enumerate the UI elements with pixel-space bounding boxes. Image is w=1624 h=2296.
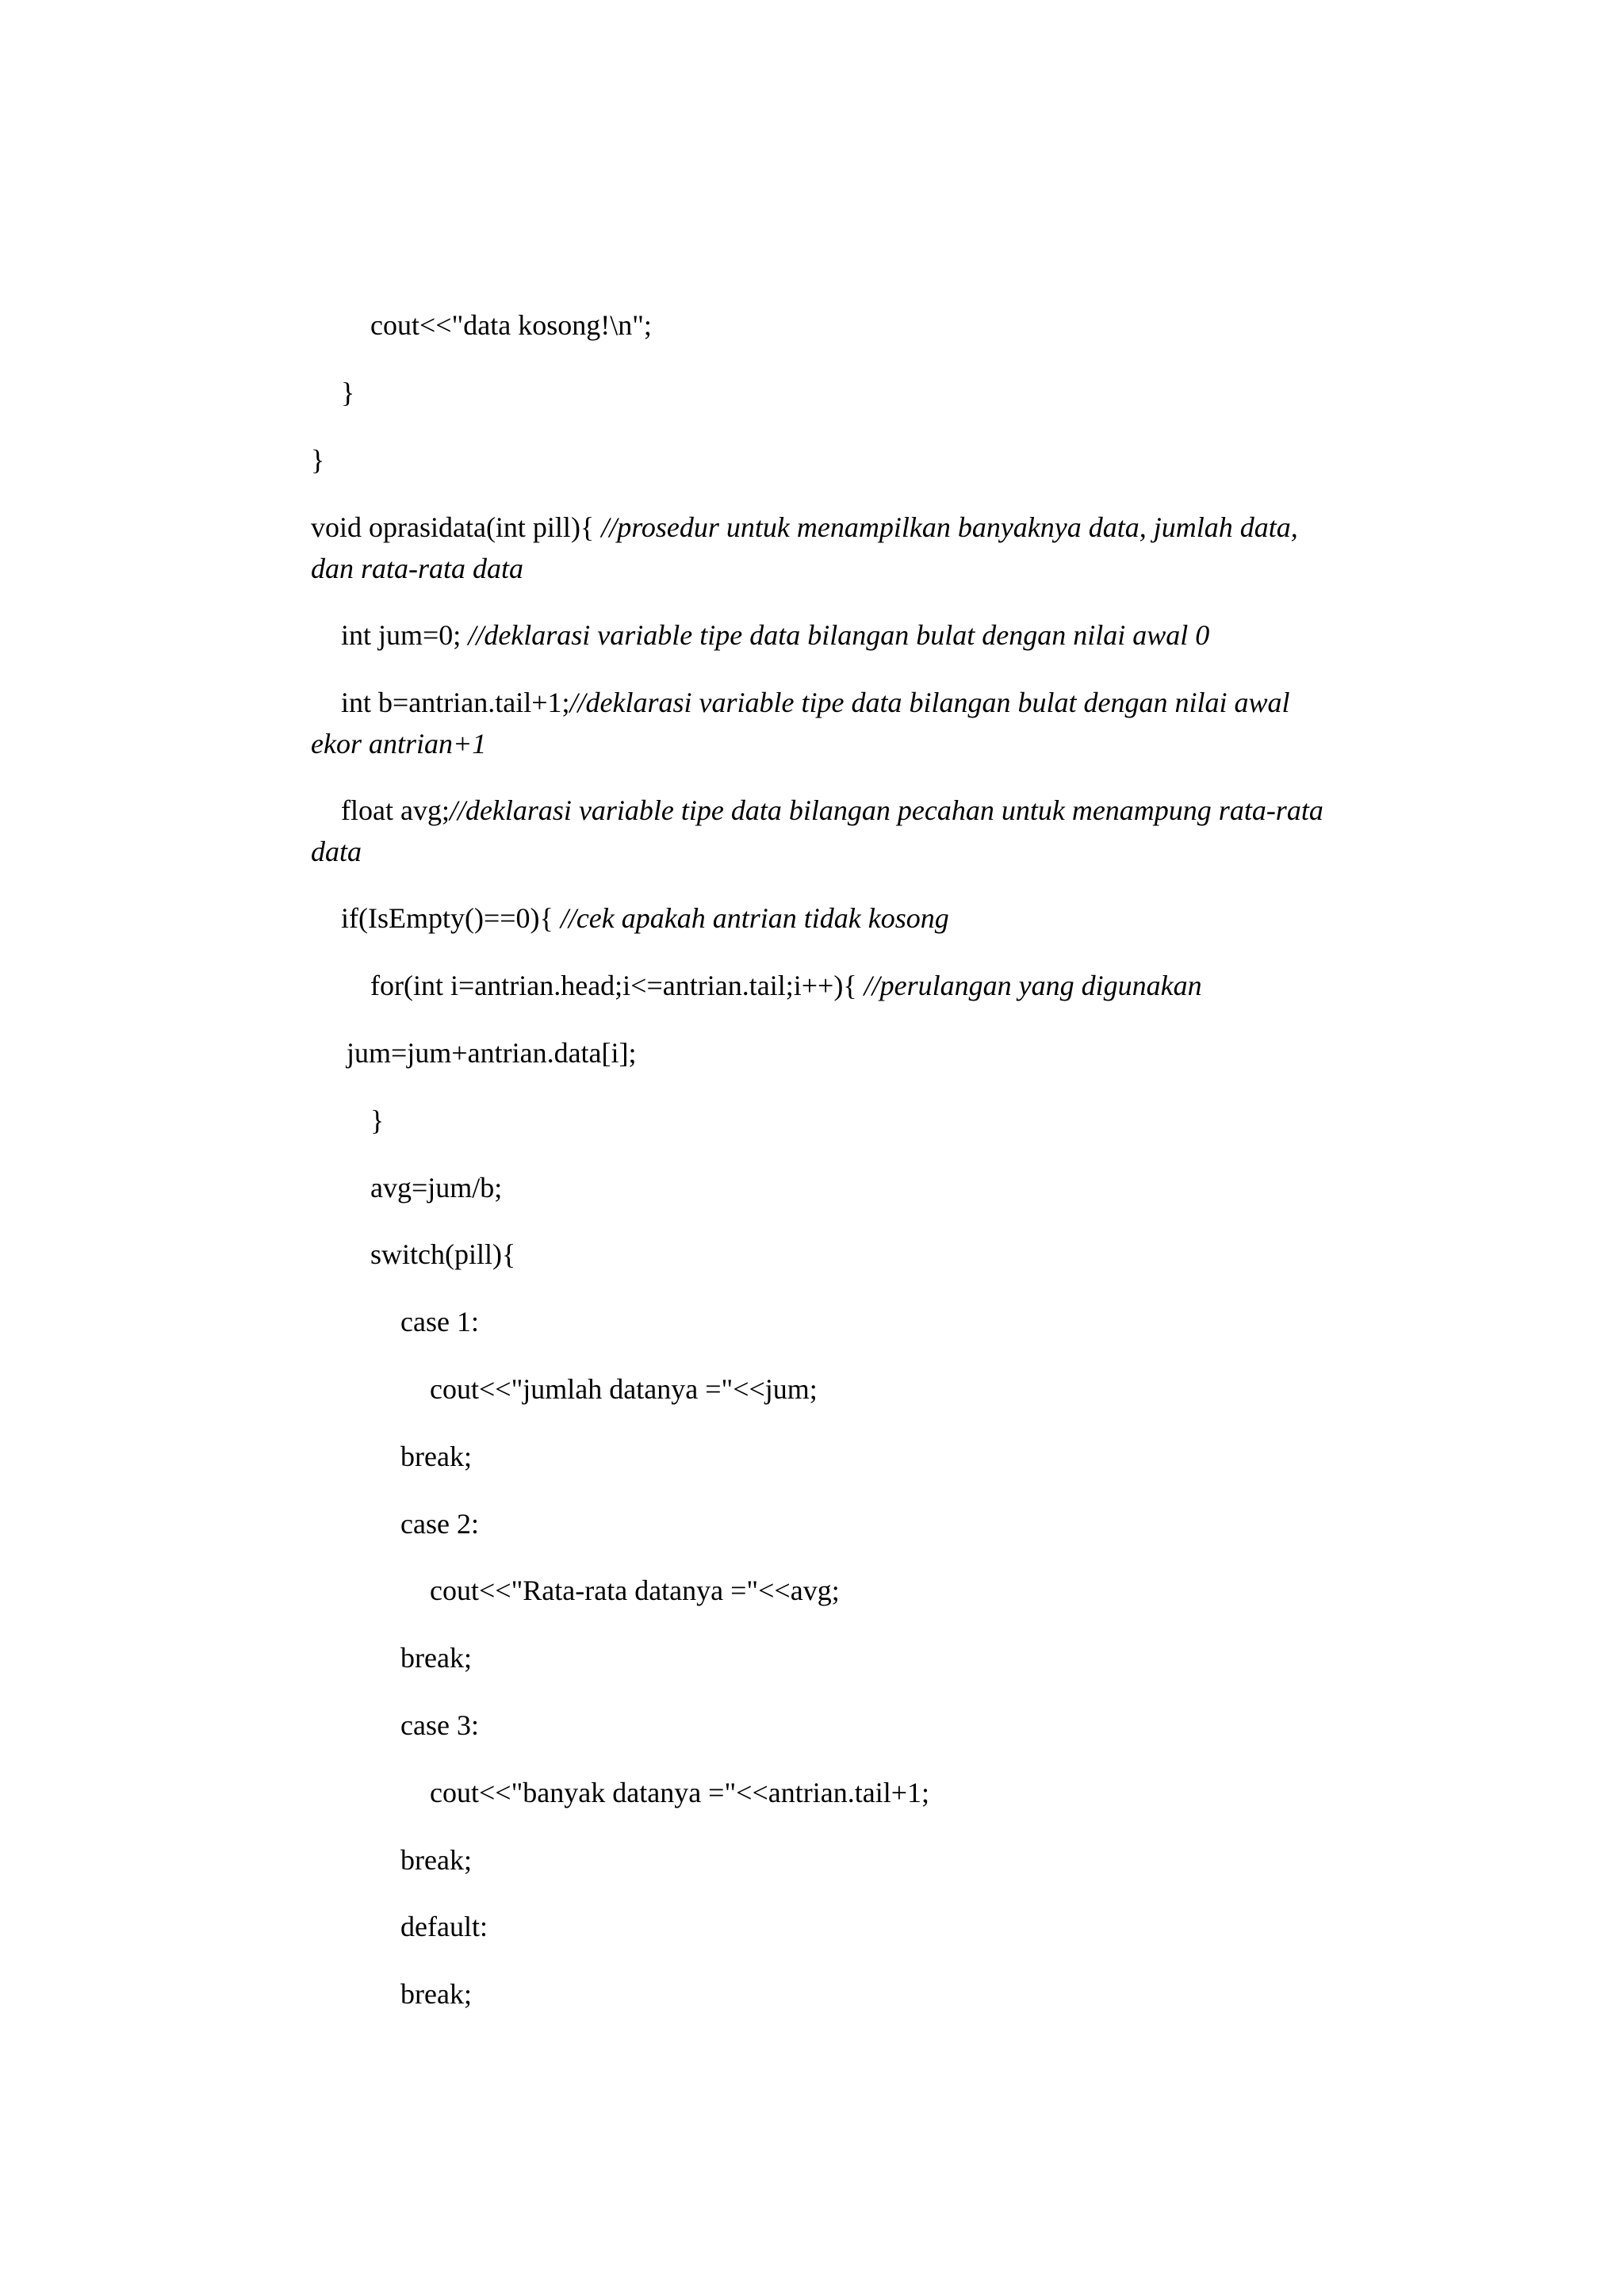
code-line <box>341 898 949 938</box>
code-text: break; <box>400 1441 472 1472</box>
code-line <box>311 724 486 763</box>
code-text: case 3: <box>400 1709 479 1741</box>
code-comment: //prosedur untuk menampilkan banyaknya data, jumlah data, <box>601 511 1298 543</box>
code-line <box>400 1437 472 1476</box>
code-comment: dan rata-rata data <box>311 553 524 584</box>
code-text: case 1: <box>400 1306 479 1337</box>
code-line <box>400 1974 472 2014</box>
code-line <box>347 1033 637 1073</box>
code-line <box>400 1638 472 1678</box>
code-text: for(int i=antrian.head;i<=antrian.tail;i++){ <box>370 970 864 1001</box>
code-line <box>370 1234 515 1274</box>
code-text: break; <box>400 1642 472 1674</box>
code-text: int b=antrian.tail+1; <box>341 687 570 718</box>
code-line <box>400 1840 472 1880</box>
code-text: switch(pill){ <box>370 1238 516 1270</box>
code-text: } <box>311 444 325 476</box>
code-comment: //cek apakah antrian tidak kosong <box>560 902 949 934</box>
code-text: cout<<"jumlah datanya ="<<jum; <box>430 1373 818 1405</box>
code-comment: //deklarasi variable tipe data bilangan bulat dengan nilai awal <box>569 687 1290 718</box>
code-text: break; <box>400 1844 472 1876</box>
code-text: int jum=0; <box>341 619 469 651</box>
code-text: jum=jum+antrian.data[i]; <box>347 1037 637 1069</box>
code-comment: //deklarasi variable tipe data bilangan pecahan untuk menampung rata-rata <box>449 794 1323 826</box>
code-line <box>311 440 324 480</box>
code-comment: ekor antrian+1 <box>311 728 487 760</box>
code-text: float avg; <box>341 794 450 826</box>
code-text: case 2: <box>400 1508 479 1540</box>
code-text: if(IsEmpty()==0){ <box>341 902 561 934</box>
code-comment: //perulangan yang digunakan <box>864 970 1202 1001</box>
code-line <box>400 1907 488 1946</box>
code-line <box>311 507 1298 547</box>
code-line <box>311 549 523 588</box>
code-text: cout<<"banyak datanya ="<<antrian.tail+1; <box>430 1777 930 1808</box>
code-line <box>341 615 1209 655</box>
code-text: } <box>370 1104 385 1136</box>
code-line <box>341 373 354 412</box>
code-line <box>341 790 1323 830</box>
code-line <box>370 305 652 345</box>
code-line <box>400 1302 479 1341</box>
code-text: } <box>341 377 355 408</box>
code-line <box>400 1705 479 1745</box>
code-line <box>311 832 362 871</box>
code-text: default: <box>400 1911 488 1942</box>
code-line <box>370 1100 384 1140</box>
code-text: cout<<"data kosong!\n"; <box>370 309 652 341</box>
code-line <box>400 1504 479 1544</box>
code-comment: data <box>311 836 362 867</box>
code-text: cout<<"Rata-rata datanya ="<<avg; <box>430 1575 840 1606</box>
code-line <box>430 1773 929 1812</box>
code-comment: //deklarasi variable tipe data bilangan bulat dengan nilai awal 0 <box>468 619 1210 651</box>
code-text: break; <box>400 1978 472 2010</box>
code-text: void oprasidata(int pill){ <box>311 511 602 543</box>
code-text: avg=jum/b; <box>370 1172 503 1203</box>
code-line <box>370 1168 502 1207</box>
code-line <box>370 966 1202 1005</box>
code-line <box>341 683 1290 722</box>
code-line <box>430 1571 840 1610</box>
code-line <box>430 1369 818 1409</box>
